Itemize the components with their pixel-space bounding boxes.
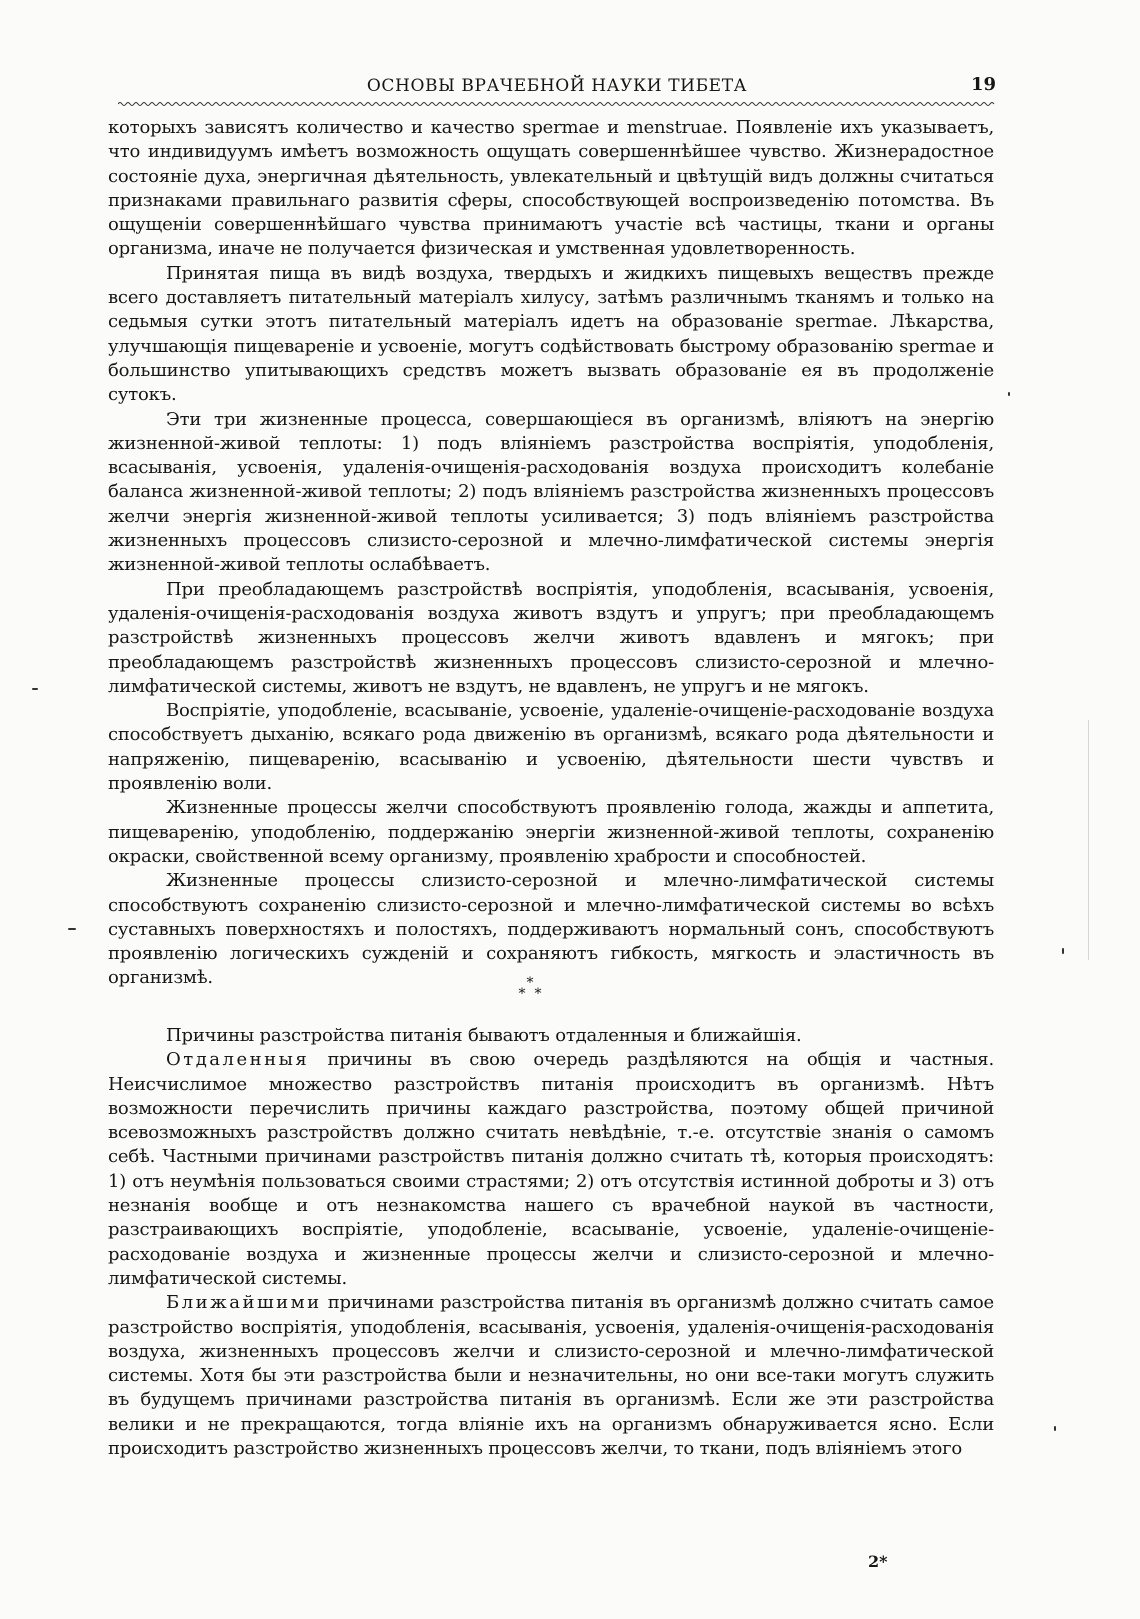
- distant-causes-text: причины въ свою очередь раздѣляются на общія и частныя. Неисчислимое множество разстройствъ питанія происходитъ въ организмѣ. Нѣтъ возможности перечислить причины каждаго разстройства, поэтому общей причиной всевозможныхъ разстройствъ должно считать невѣдѣніе, т.-е. отсутствіе знанія о самомъ себѣ. Частными причинами разстройствъ питанія должно считать тѣ, которыя происходятъ: 1) отъ неумѣнія пользоваться своими страстями; 2) отъ отсутствія истинной доброты и 3) отъ незнанія вообще и отъ незнакомства нашего съ врачебной наукой въ частности, разстраивающихъ воспріятіе, уподобленіе, всасываніе, усвоеніе, удаленіе-очищеніе-расходованіе воздуха и жизненные процессы желчи и слизисто-серозной и млечно-лимфатической системы.: [108, 1049, 994, 1289]
- print-speck: [1054, 1426, 1056, 1431]
- print-speck: [1008, 392, 1010, 396]
- paragraph-2: Принятая пища въ видѣ воздуха, твердыхъ и жидкихъ пищевыхъ веществъ прежде всего доставляетъ питательный матеріалъ хилусу, затѣмъ различнымъ тканямъ и только на седьмыя сутки этотъ питательный матеріалъ идетъ на образованіе spermae. Лѣкарства, улучшающія пищевареніе и усвоеніе, могутъ содѣйствовать быстрому образованію spermae и большинство упитывающихъ средствъ можетъ вызвать образованіе ея въ продолженіе сутокъ.: [108, 262, 994, 406]
- paragraph-6: Жизненные процессы желчи способствуютъ проявленію голода, жажды и аппетита, пищеваренію, уподобленію, поддержанію энергіи жизненной-живой теплоты, сохраненію окраски, свойственной всему организму, проявленію храбрости и способностей.: [108, 797, 994, 867]
- proximate-causes-paragraph: [108, 1291, 994, 1461]
- distant-causes-paragraph: [108, 1048, 994, 1291]
- running-title: ОСНОВЫ ВРАЧЕБНОЙ НАУКИ ТИБЕТА: [366, 76, 748, 96]
- asterism-star-right: *: [534, 986, 542, 1002]
- distant-causes-term: Отдаленныя: [166, 1049, 310, 1071]
- paragraph-4: При преобладающемъ разстройствѣ воспріятія, уподобленія, всасыванія, усвоенія, удаленія-очищенія-расходованія воздуха животъ вздутъ и упругъ; при преобладающемъ разстройствѣ жизненныхъ процессовъ желчи животъ вдавленъ и мягокъ; при преобладающемъ разстройствѣ жизненныхъ процессовъ слизисто-серозной и млечно-лимфатической системы, животъ не вздутъ, не вдавленъ, не упругъ и не мягокъ.: [108, 578, 994, 697]
- asterism-divider: [510, 975, 550, 1008]
- print-speck: [32, 688, 38, 690]
- page-number: 19: [970, 74, 996, 95]
- paragraph-3: Эти три жизненные процесса, совершающіеся въ организмѣ, вліяютъ на энергію жизненной-живой теплоты: 1) подъ вліяніемъ разстройства воспріятія, уподобленія, всасыванія, усвоенія, удаленія-очищенія-расходованія воздуха происходитъ колебаніе баланса жизненной-живой теплоты; 2) подъ вліяніемъ разстройства жизненныхъ процессовъ желчи энергія жизненной-живой теплоты усиливается; 3) подъ вліяніемъ разстройства жизненныхъ процессовъ слизисто-серозной и млечно-лимфатической системы энергія жизненной-живой теплоты ослабѣваетъ.: [108, 408, 994, 576]
- asterism-star-top: *: [526, 975, 534, 991]
- proximate-causes-text: причинами разстройства питанія въ организмѣ должно считать самое разстройство воспріятія, уподобленія, всасыванія, усвоенія, удаленія-очищенія-расходованія воздуха, жизненныхъ процессовъ желчи и слизисто-серозной и млечно-лимфатической системы. Хотя бы эти разстройства были и незначительны, но они все-таки могутъ служить въ будущемъ причинами разстройства питанія въ организмѣ. Если же эти разстройства велики и не прекращаются, тогда вліяніе ихъ на организмъ обнаруживается ясно. Если происходитъ разстройство жизненныхъ процессовъ желчи, то ткани, подъ вліяніемъ этого: [108, 1292, 994, 1460]
- asterism-stars-bottom: [510, 986, 550, 1002]
- causes-section: [108, 1024, 994, 1461]
- proximate-causes-term: Ближайшими: [166, 1292, 322, 1314]
- paragraph-5: Воспріятіе, уподобленіе, всасываніе, усвоеніе, удаленіе-очищеніе-расходованіе воздуха способствуетъ дыханію, всякаго рода движенію въ организмѣ, всякаго рода дѣятельности и напряженію, пищеваренію, всасыванію и усвоенію, дѣятельности шести чувствъ и проявленію воли.: [108, 700, 994, 795]
- page-header: [118, 72, 996, 100]
- asterism-star-left: *: [518, 986, 526, 1002]
- wavy-rule-divider: [118, 100, 996, 108]
- paragraph-7: Жизненные процессы слизисто-серозной и млечно-лимфатической системы способствуютъ сохраненію слизисто-серозной и млечно-лимфатической системы во всѣхъ суставныхъ поверхностяхъ и полостяхъ, поддерживаютъ нормальный сонъ, способствуютъ проявленію логическихъ сужденій и сохраняютъ гибкость, мягкость и эластичность въ организмѣ.: [108, 870, 994, 989]
- print-speck: [68, 928, 76, 930]
- paragraph-1: которыхъ зависятъ количество и качество spermae и menstruae. Появленіе ихъ указываетъ, что индивидуумъ имѣетъ возможность ощущать совершеннѣйшее чувство. Жизнерадостное состояніе духа, энергичная дѣятельность, увлекательный и цвѣтущій видъ должны считаться признаками правильнаго развитія сферы, способствующей воспроизведенію потомства. Въ ощущеніи совершеннѣйшаго чувства принимаютъ участіе всѣ частицы, ткани и органы организма, иначе не получается физическая и умственная удовлетворенность.: [108, 117, 994, 260]
- main-text-block: [108, 116, 994, 991]
- print-speck: [1062, 948, 1064, 954]
- causes-intro-paragraph: Причины разстройства питанія бываютъ отдаленныя и ближайшія.: [166, 1025, 802, 1046]
- print-speck: [1088, 720, 1089, 960]
- signature-mark: 2*: [868, 1552, 888, 1571]
